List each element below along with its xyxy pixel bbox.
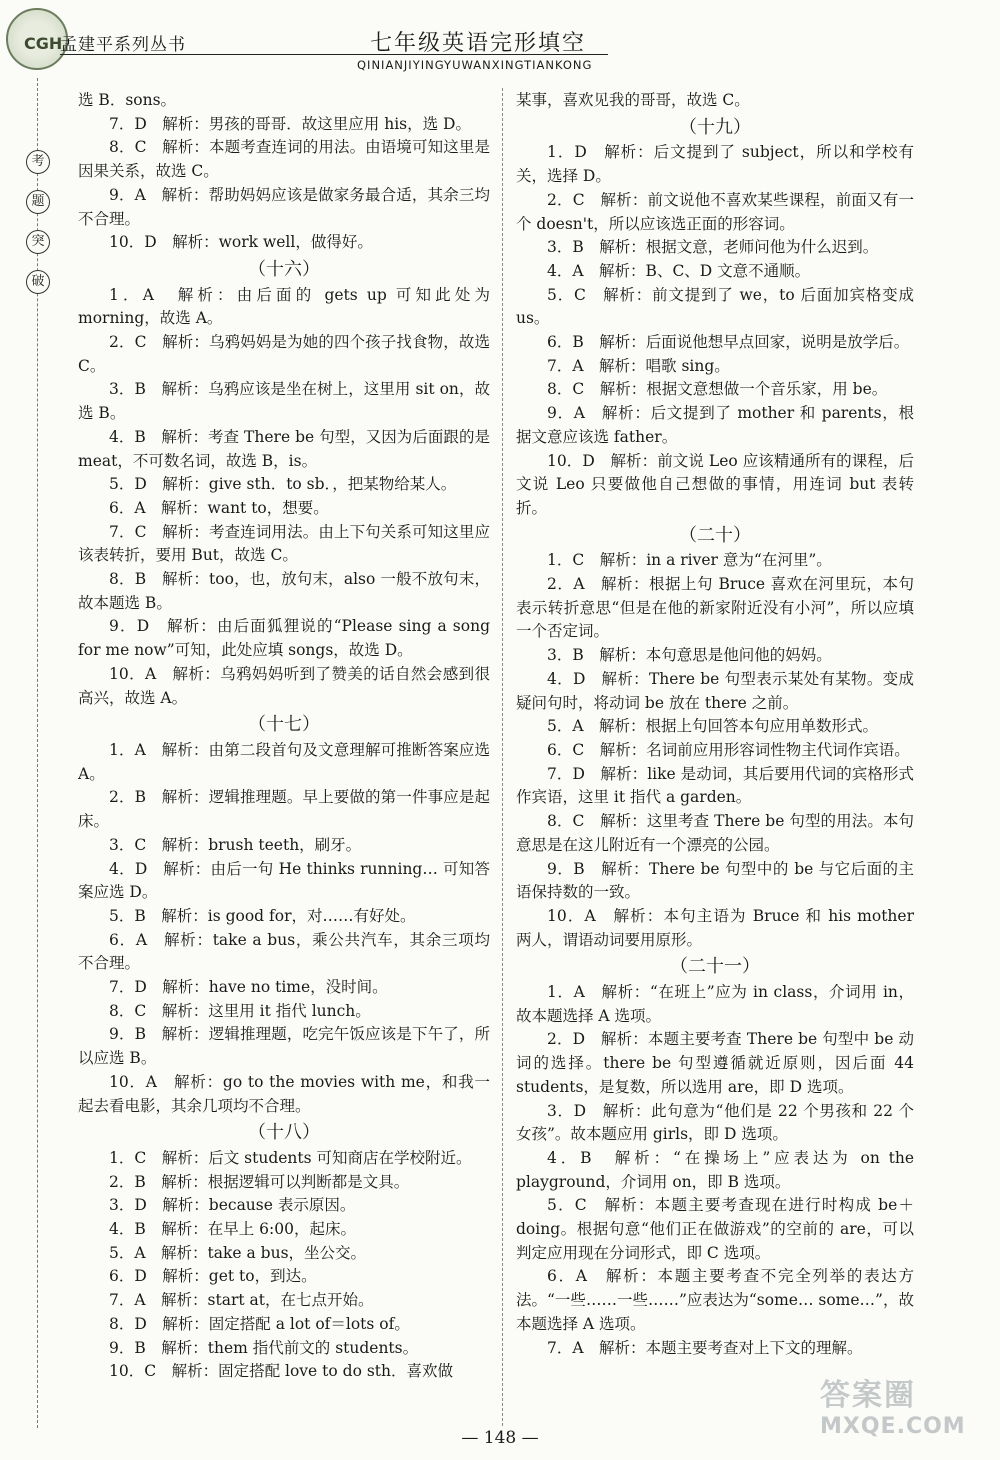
publisher-logo: [6, 8, 68, 70]
watermark-bottom: MXQE.COM: [820, 1414, 966, 1439]
page-number: — 148 —: [461, 1428, 539, 1448]
answer-item: 9．D 解析：由后面狐狸说的“Please sing a song for me now”可知，此处应填 songs，故选 D。: [78, 617, 490, 660]
side-mark-1: 考: [26, 150, 50, 174]
answer-item: 7．A 解析：start at，在七点开始。: [109, 1291, 374, 1310]
book-title-pinyin: QINIANJIYINGYUWANXINGTIANKONG: [357, 58, 593, 72]
answer-item: 6．C 解析：名词前应用形容词性物主代词作宾语。: [547, 740, 910, 759]
watermark: [820, 1370, 990, 1450]
header-rule: [60, 54, 608, 55]
answer-item: 10．C 解析：固定搭配 love to do sth．喜欢做: [109, 1362, 453, 1381]
answer-item: 8．C 解析：本题考查连词的用法。由语境可知这里是因果关系，故选 C。: [78, 138, 490, 181]
answer-item: 5．A 解析：take a bus，坐公交。: [109, 1243, 367, 1262]
answer-item: 5．A 解析：根据上句回答本句应用单数形式。: [547, 717, 879, 736]
answer-item: 2．C 解析：前文说他不喜欢某些课程，前面又有一个 doesn't，所以应该选正面的形容词。: [516, 190, 914, 233]
answer-item: 3．B 解析：本句意思是他问他的妈妈。: [547, 646, 832, 665]
left-column: [78, 89, 490, 1384]
answer-item: 1．A 解析：由第二段首句及文意理解可推断答案应选 A。: [78, 740, 490, 783]
logo-text: CGH: [24, 34, 63, 53]
answer-item: 5．B 解析：is good for，对……有好处。: [109, 906, 416, 925]
answer-item: 1．C 解析：in a river 意为“在河里”。: [547, 551, 832, 570]
answer-item: 1．A 解析：由后面的 gets up 可知此处为 morning，故选 A。: [78, 285, 490, 328]
section-heading: （十六）: [248, 258, 320, 280]
answer-item: 4．A 解析：B、C、D 文意不通顺。: [547, 261, 811, 280]
answer-item: 4．D 解析：由后一句 He thinks running… 可知答案应选 D。: [78, 859, 490, 902]
answer-item: 8．C 解析：这里考查 There be 句型的用法。本句意思是在这儿附近有一个漂亮的公园。: [516, 812, 914, 854]
answer-item: 9．B 解析：逻辑推理题，吃完午饭应该是下午了，所以应选 B。: [78, 1025, 490, 1068]
answer-item: 2．D 解析：本题主要考查 There be 句型中 be 动词的选择。there be 句型遵循就近原则，因后面 44 students，是复数，所以选用 are，即 D 选项。: [516, 1030, 914, 1096]
answer-item: 10．D 解析：work well，做得好。: [109, 233, 373, 252]
answer-item: 10．D 解析：前文说 Leo 应该精通所有的课程，后文说 Leo 只要做他自己想做的事情，用连词 but 表转折。: [516, 451, 914, 517]
answer-item: 9．B 解析：There be 句型中的 be 与它后面的主语保持数的一致。: [516, 859, 914, 902]
answer-item: 2．A 解析：根据上句 Bruce 喜欢在河里玩，本句表示转折意思“但是在他的新家附近没有小河”，所以应填一个否定词。: [516, 575, 914, 641]
answer-item: 2．C 解析：乌鸦妈妈是为她的四个孩子找食物，故选 C。: [78, 333, 490, 375]
right-column: [516, 89, 914, 1360]
answer-item: 7．A 解析：本题主要考查对上下文的理解。: [547, 1338, 863, 1357]
answer-item: 3．B 解析：乌鸦应该是坐在树上，这里用 sit on，故选 B。: [78, 380, 490, 423]
answer-item: 9．B 解析：them 指代前文的 students。: [109, 1338, 419, 1357]
watermark-top: 答案圈: [820, 1378, 916, 1413]
answer-item: 5．D 解析：give sth．to sb．，把某物给某人。: [109, 475, 457, 494]
answer-item: 2．B 解析：根据逻辑可以判断都是文具。: [109, 1172, 410, 1191]
answer-item: 1．C 解析：后文 students 可知商店在学校附近。: [109, 1148, 472, 1167]
answer-continuation: 某事，喜欢见我的哥哥，故选 C。: [516, 91, 750, 109]
answer-continuation: 选 B．sons。: [78, 91, 177, 109]
answer-item: 8．C 解析：这里用 it 指代 lunch。: [109, 1001, 371, 1020]
section-heading: （十七）: [248, 714, 320, 736]
book-title: 七年级英语完形填空: [370, 31, 587, 56]
answer-item: 7．D 解析：have no time，没时间。: [109, 978, 388, 997]
answer-item: 3．D 解析：此句意为“他们是 22 个男孩和 22 个女孩”。故本题应用 girls，即 D 选项。: [516, 1101, 914, 1144]
answer-item: 1．A 解析：“在班上”应为 in class，介词用 in，故本题选择 A 选项。: [516, 983, 914, 1025]
answer-item: 7．C 解析：考查连词用法。由上下句关系可知这里应该表转折，要用 But，故选 C。: [78, 522, 490, 565]
side-mark-2: 题: [26, 190, 50, 214]
answer-item: 8．B 解析：too，也，放句末，also 一般不放句末，故本题选 B。: [78, 570, 490, 612]
answer-item: 8．D 解析：固定搭配 a lot of＝lots of。: [109, 1314, 410, 1333]
section-heading: （十八）: [248, 1122, 320, 1144]
side-mark-4: 破: [26, 270, 50, 294]
answer-item: 3．B 解析：根据文意，老师问他为什么迟到。: [547, 238, 879, 257]
column-divider: [502, 88, 503, 1426]
answer-item: 8．C 解析：根据文意想做一个音乐家，用 be。: [547, 380, 888, 399]
page-header: [0, 0, 1000, 86]
side-mark-3: 突: [26, 230, 50, 254]
answer-item: 5．C 解析：前文提到了 we，to 后面加宾格变成 us。: [516, 285, 914, 328]
answer-item: 6．A 解析：take a bus，乘公共汽车，其余三项均不合理。: [78, 930, 490, 973]
answer-item: 7．D 解析：男孩的哥哥．故这里应用 his，选 D。: [109, 114, 471, 133]
answer-item: 3．C 解析：brush teeth，刷牙。: [109, 835, 362, 854]
answer-item: 6．B 解析：后面说他想早点回家，说明是放学后。: [547, 333, 910, 352]
section-heading: （十九）: [679, 116, 751, 138]
answer-item: 7．D 解析：like 是动词，其后要用代词的宾格形式作宾语，这里 it 指代 a garden。: [516, 764, 914, 807]
answer-item: 4．B 解析：考查 There be 句型，又因为后面跟的是 meat，不可数名词，故选 B，is。: [78, 427, 490, 470]
series-name: 孟建平系列丛书: [60, 35, 186, 55]
answer-item: 6．D 解析：get to，到达。: [109, 1267, 317, 1286]
answer-item: 10．A 解析：本句主语为 Bruce 和 his mother 两人，谓语动词要用原形。: [516, 906, 914, 949]
section-heading: （二十）: [679, 524, 751, 546]
answer-item: 6．A 解析：want to，想要。: [109, 498, 329, 517]
answer-item: 10．A 解析：乌鸦妈妈听到了赞美的话自然会感到很高兴，故选 A。: [78, 664, 490, 707]
answer-item: 2．B 解析：逻辑推理题。早上要做的第一件事应是起床。: [78, 788, 490, 831]
answer-item: 7．A 解析：唱歌 sing。: [547, 356, 730, 375]
answer-item: 6．A 解析：本题主要考查不完全列举的表达方法。“一些……一些……”应表达为“some… some…”，故本题选择 A 选项。: [516, 1267, 914, 1333]
answer-item: 4．B 解析：“在操场上”应表达为 on the playground，介词用 on，即 B 选项。: [516, 1148, 914, 1191]
answer-item: 1．D 解析：后文提到了 subject，所以和学校有关，选择 D。: [516, 143, 914, 186]
section-heading: （二十一）: [670, 956, 760, 978]
answer-item: 9．A 解析：帮助妈妈应该是做家务最合适，其余三均不合理。: [78, 185, 490, 228]
answer-item: 10．A 解析：go to the movies with me，和我一起去看电影，其余几项均不合理。: [78, 1072, 490, 1115]
answer-item: 3．D 解析：because 表示原因。: [109, 1196, 356, 1215]
answer-item: 4．D 解析：There be 句型表示某处有某物。变成疑问句时，将动词 be 放在 there 之前。: [516, 669, 914, 712]
answer-item: 9．A 解析：后文提到了 mother 和 parents，根据文意应该选 father。: [516, 404, 914, 446]
answer-item: 4．B 解析：在早上 6:00，起床。: [109, 1220, 356, 1239]
answer-item: 5．C 解析：本题主要考查现在进行时构成 be＋doing。根据句意“他们正在做游戏”的空前的 are，可以判定应用现在分词形式，即 C 选项。: [516, 1196, 914, 1262]
